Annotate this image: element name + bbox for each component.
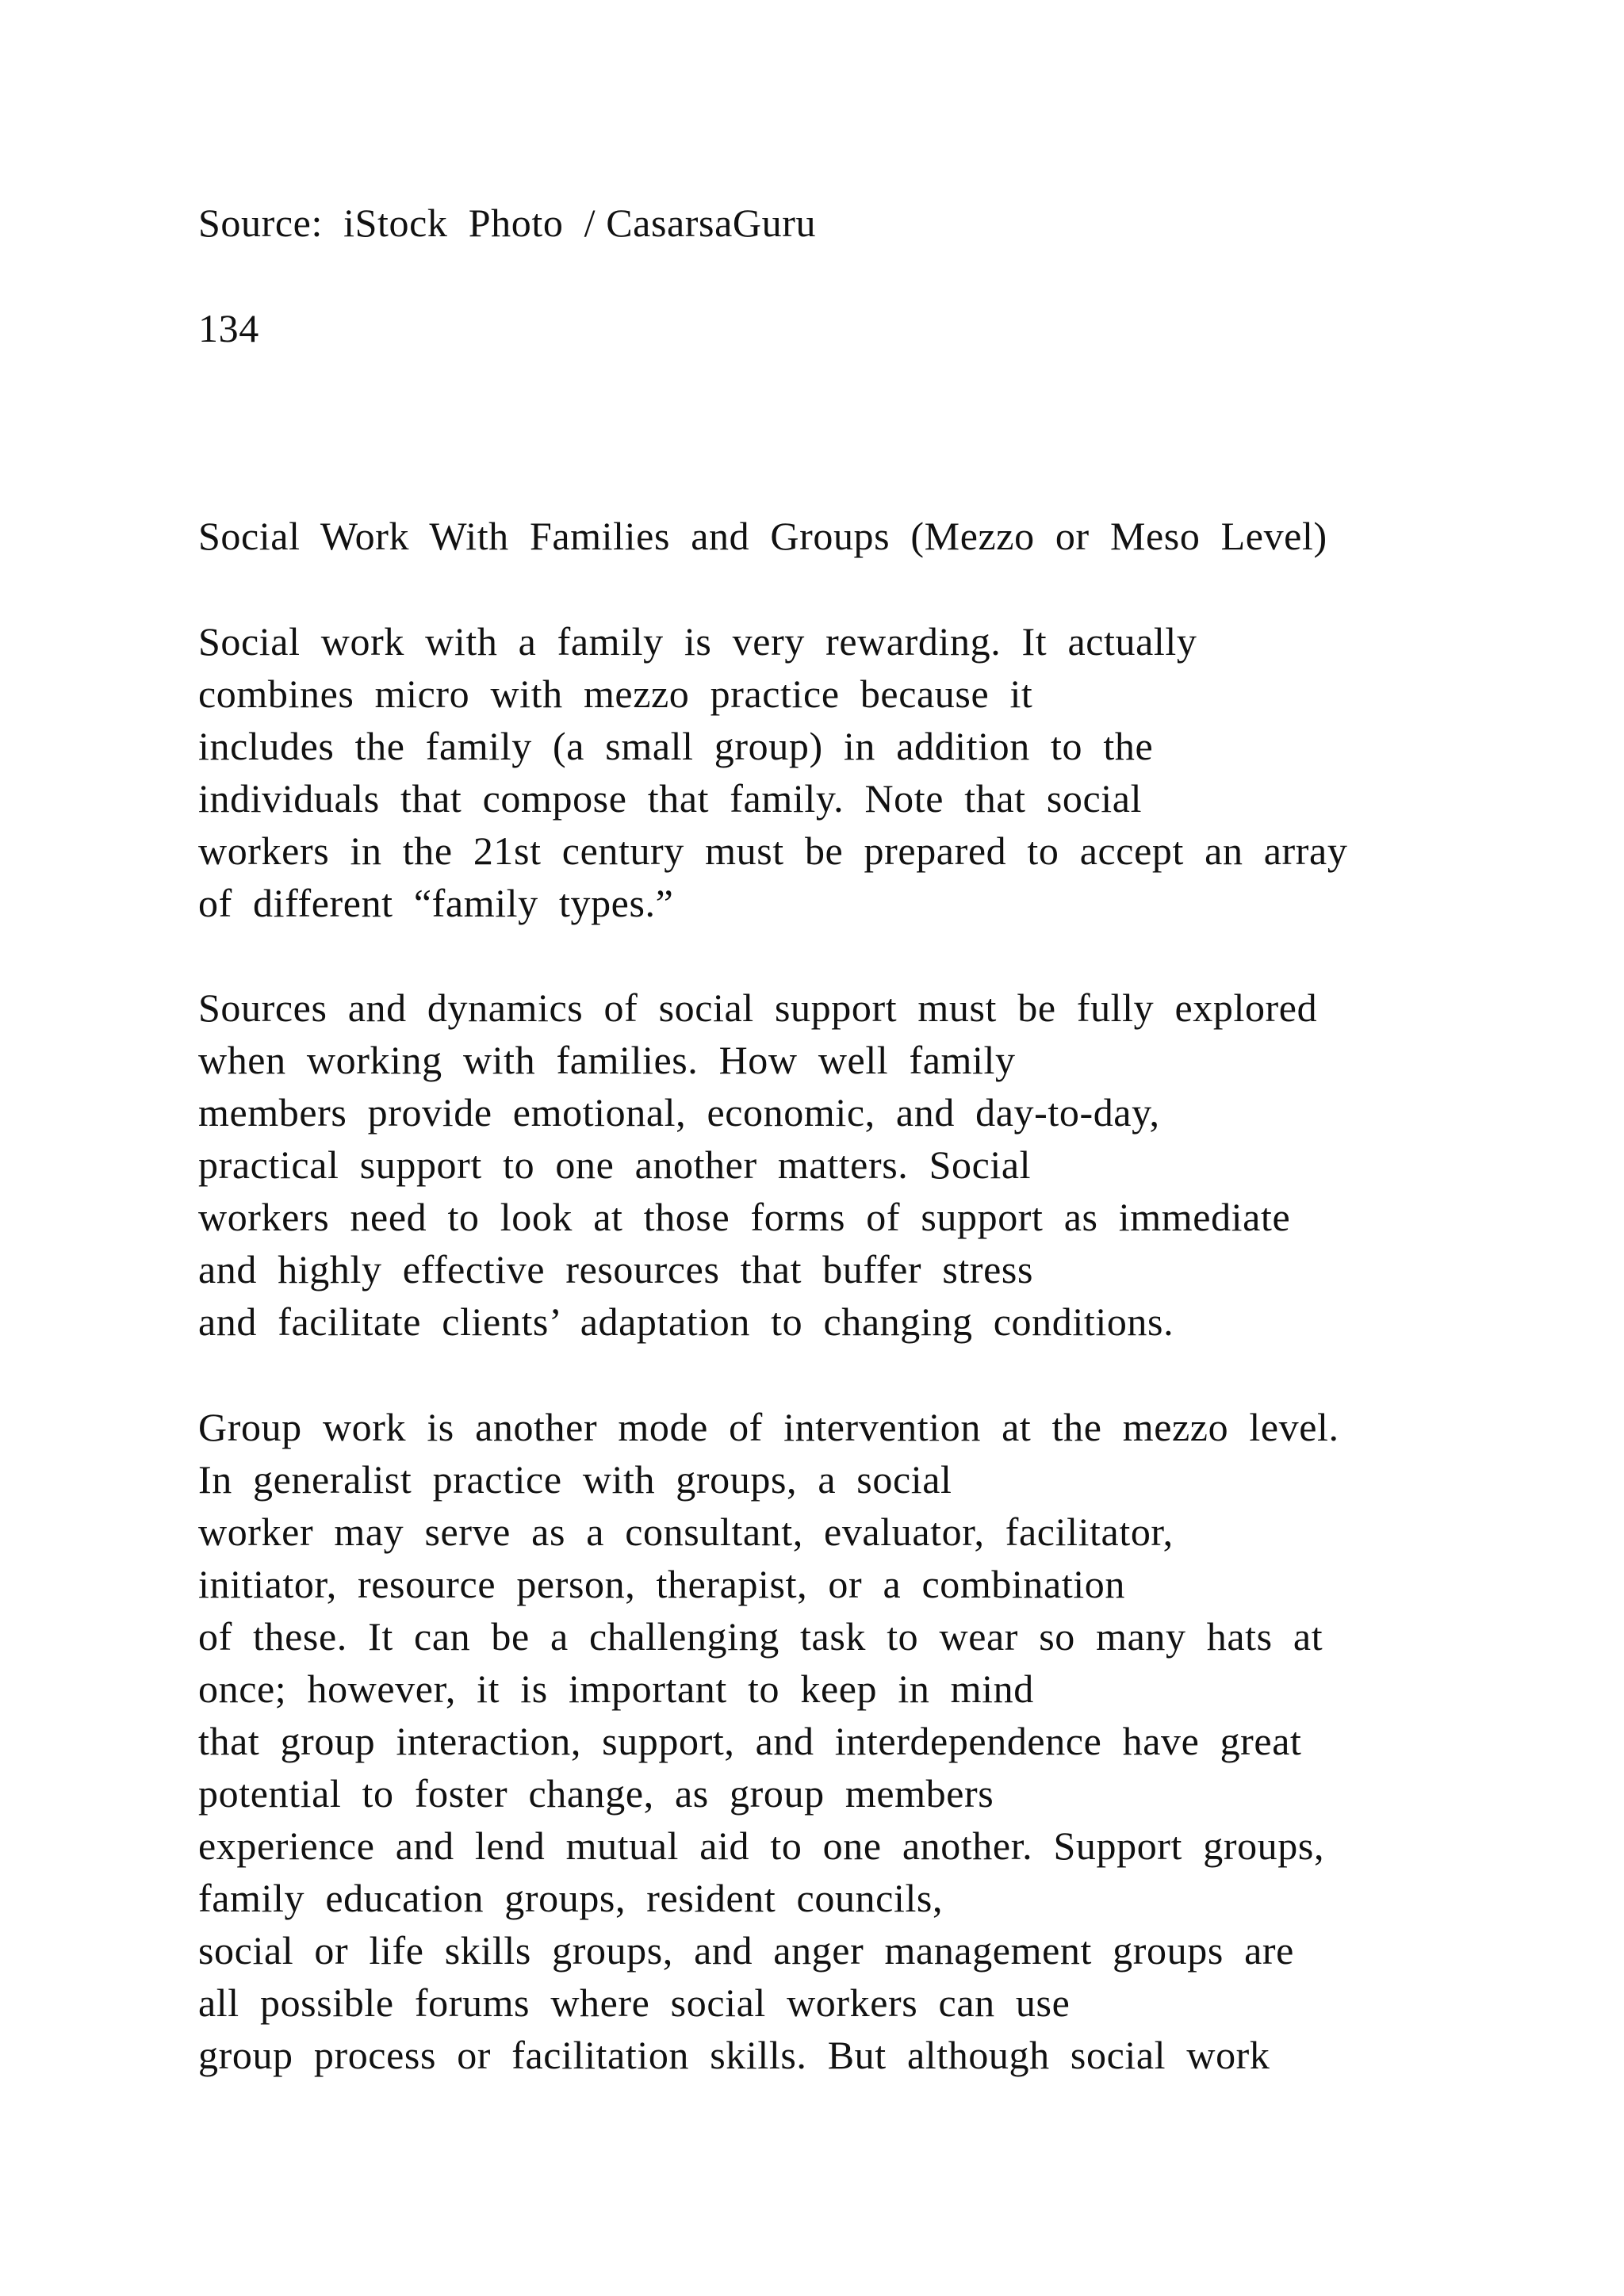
paragraph-3-line: initiator, resource person, therapist, or a combination bbox=[198, 1562, 1125, 1606]
paragraph-2-line: and highly effective resources that buffer stress bbox=[198, 1247, 1034, 1292]
paragraph-1-line: of different “family types.” bbox=[198, 881, 674, 925]
paragraph-3-line: worker may serve as a consultant, evaluator, facilitator, bbox=[198, 1510, 1174, 1554]
paragraph-1-line: includes the family (a small group) in addition to the bbox=[198, 724, 1154, 768]
paragraph-3-line: that group interaction, support, and interdependence have great bbox=[198, 1719, 1302, 1763]
paragraph-2-line: members provide emotional, economic, and day-to-day, bbox=[198, 1090, 1160, 1135]
paragraph-2-line: when working with families. How well family bbox=[198, 1038, 1016, 1082]
paragraph-1-line: combines micro with mezzo practice because it bbox=[198, 672, 1033, 716]
source-credit: Source: iStock Photo / CasarsaGuru bbox=[198, 201, 817, 245]
section-heading: Social Work With Families and Groups (Mezzo or Meso Level) bbox=[198, 514, 1327, 558]
paragraph-3-line: all possible forums where social workers can use bbox=[198, 1980, 1071, 2025]
paragraph-2-line: and facilitate clients’ adaptation to changing conditions. bbox=[198, 1299, 1174, 1344]
paragraph-2-line: Sources and dynamics of social support must be fully explored bbox=[198, 985, 1318, 1030]
paragraph-3-line: Group work is another mode of intervention at the mezzo level. bbox=[198, 1405, 1339, 1449]
paragraph-1-line: workers in the 21st century must be prepared to accept an array bbox=[198, 828, 1348, 873]
paragraph-1-line: individuals that compose that family. Note that social bbox=[198, 776, 1143, 821]
paragraph-2-line: workers need to look at those forms of support as immediate bbox=[198, 1195, 1291, 1239]
paragraph-1-line: Social work with a family is very rewarding. It actually bbox=[198, 619, 1197, 664]
paragraph-3-line: group process or facilitation skills. But although social work bbox=[198, 2033, 1270, 2077]
paragraph-3-line: social or life skills groups, and anger management groups are bbox=[198, 1928, 1294, 1973]
paragraph-3-line: experience and lend mutual aid to one another. Support groups, bbox=[198, 1823, 1325, 1868]
paragraph-3-line: potential to foster change, as group members bbox=[198, 1771, 994, 1816]
paragraph-3-line: In generalist practice with groups, a social bbox=[198, 1457, 952, 1502]
paragraph-3-line: once; however, it is important to keep in mind bbox=[198, 1667, 1034, 1711]
paragraph-2-line: practical support to one another matters. Social bbox=[198, 1142, 1032, 1187]
paragraph-3-line: of these. It can be a challenging task to wear so many hats at bbox=[198, 1614, 1323, 1659]
paragraph-3-line: family education groups, resident councils, bbox=[198, 1876, 944, 1920]
page-number: 134 bbox=[198, 306, 259, 350]
